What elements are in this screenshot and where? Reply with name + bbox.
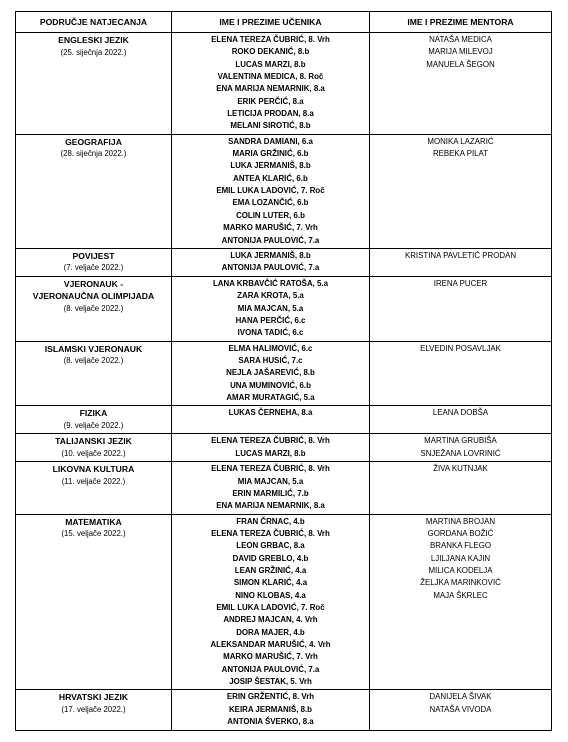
mentor-name: BRANKA FLEGO [430,541,491,551]
mentors-cell [370,514,552,690]
subject-cell [16,248,172,276]
subject-name: FIZIKA [79,408,108,419]
competition-date: (15. veljače 2022.) [61,529,126,539]
student-name: UNA MUMINOVIĆ, 6.b [230,380,311,390]
student-name: SANDRA DAMIANI, 6.a [228,136,313,146]
mentor-name: ELVEDIN POSAVLJAK [420,343,501,353]
mentor-name: NATAŠA MEDICA [429,35,492,44]
table-row [16,690,552,730]
student-name: ANTONIJA PAULOVIĆ, 7.a [221,235,320,245]
mentor-name: NATAŠA VIVODA [429,704,492,714]
table-row [16,514,552,690]
subject-name: VJERONAUK - [63,278,124,289]
student-name: DAVID GREBLO, 4.b [232,553,309,563]
table-row [16,276,552,341]
students-cell [172,134,370,248]
student-name: LANA KRBAVČIĆ RATOŠA, 5.a [212,278,328,288]
student-name: ROKO DEKANIĆ, 8.b [231,47,310,57]
student-name: ANTONIA ŠVERKO, 8.a [227,717,314,727]
subject-name: ISLAMSKI VJERONAUK [44,343,143,354]
competition-date: (9. veljače 2022.) [63,420,124,430]
header-row [16,12,552,33]
subject-name: TALIJANSKI JEZIK [55,436,132,447]
mentor-name: DANIJELA ŠIVAK [429,692,492,702]
mentors-cell [370,134,552,248]
table-row [16,434,552,462]
student-name: ERIN GRŽENTIĆ, 8. Vrh [226,692,315,702]
competition-date: (8. veljače 2022.) [63,356,124,366]
student-name: ANTONIJA PAULOVIĆ, 7.a [221,664,320,674]
subject-name: ENGLESKI JEZIK [58,35,129,45]
mentor-name: GORDANA BOŽIĆ [427,529,494,538]
mentors-cell [370,462,552,514]
students-cell [172,406,370,434]
mentor-name: MARTINA GRUBIŠA [424,436,497,446]
students-cell [172,434,370,462]
competition-date: (28. siječnja 2022.) [60,149,127,159]
students-cell [172,33,370,135]
student-name: VALENTINA MEDICA, 8. Roč [217,72,324,82]
student-name: ANDREJ MAJCAN, 4. Vrh [223,615,318,625]
student-name: JOSIP ŠESTAK, 5. Vrh [229,677,312,687]
student-name: LETICIJA PRODAN, 8.a [227,109,314,119]
mentor-name: MARIJA MILEVOJ [428,47,493,57]
mentors-cell [370,248,552,276]
student-name: MARKO MARUŠIĆ, 7. Vrh [223,652,318,662]
students-cell [172,462,370,514]
student-name: NEJLA JAŠAREVIĆ, 8.b [226,368,315,378]
table-row [16,462,552,514]
student-name: IVONA TADIĆ, 6.c [237,328,304,338]
subject-name: LIKOVNA KULTURA [52,464,135,475]
student-name: KEIRA JERMANIŠ, 8.b [228,704,312,714]
competition-date: (11. veljače 2022.) [61,476,126,486]
subject-cell [16,514,172,690]
mentor-name: IRENA PUCER [433,278,488,288]
students-cell [172,514,370,690]
student-name: ELENA TEREZA ČUBRIĆ, 8. Vrh [211,35,330,44]
student-name: ANTONIJA PAULOVIĆ, 7.a [221,263,320,273]
subject-name: VJERONAUČNA OLIMPIJADA [32,291,155,302]
student-name: ELENA TEREZA ČUBRIĆ, 8. Vrh [211,436,330,446]
student-name: ERIK PERČIĆ, 8.a [237,96,304,106]
competition-date: (25. siječnja 2022.) [60,47,127,57]
student-name: MIA MAJCAN, 5.a [237,303,304,313]
student-name: HANA PERČIĆ, 6.c [235,315,306,325]
subject-cell [16,690,172,730]
competitions-table [15,11,552,731]
student-name: LUKAS ČERNEHA, 8.a [228,408,313,418]
subject-name: HRVATSKI JEZIK [58,692,129,703]
student-name: EMA LOZANČIĆ, 6.b [232,198,309,208]
mentor-name: LEANA DOBŠA [432,408,489,418]
student-name: AMAR MURATAGIĆ, 5.a [226,392,315,402]
subject-name: MATEMATIKA [65,516,122,527]
table-row [16,406,552,434]
subject-cell [16,406,172,434]
student-name: LUCAS MARZI, 8.b [235,59,306,69]
competition-date: (10. veljače 2022.) [61,448,126,458]
mentor-name: MANUELA ŠEGON [426,59,495,69]
mentor-name: SNJEŽANA LOVRINIĆ [420,448,501,458]
student-name: MELANI SIROTIĆ, 8.b [230,121,311,131]
competition-date: (8. veljače 2022.) [63,303,124,313]
mentor-name: MONIKA LAZARIĆ [427,136,494,146]
header-student: IME I PREZIME UČENIKA [172,12,370,33]
student-name: EMIL LUKA LADOVIĆ, 7. Roč [216,186,325,196]
subject-name: POVIJEST [72,250,115,261]
mentor-name: LJILJANA KAJIN [430,553,491,563]
student-name: MIA MAJCAN, 5.a [237,476,304,486]
student-name: MARKO MARUŠIĆ, 7. Vrh [223,223,318,233]
student-name: ZARA KROTA, 5.a [237,291,304,301]
header-area: PODRUČJE NATJECANJA [16,12,172,33]
students-cell [172,276,370,341]
mentor-name: REBEKA PILAT [432,149,489,159]
mentors-cell [370,33,552,135]
student-name: SARA HUSIĆ, 7.c [238,355,303,365]
student-name: ANTEA KLARIĆ, 6.b [233,173,308,183]
table-row [16,341,552,406]
subject-cell [16,134,172,248]
student-name: LEON GRBAC, 8.a [236,541,305,551]
student-name: LEAN GRŽINIĆ, 4.a [234,566,307,576]
student-name: SIMON KLARIĆ, 4.a [233,578,308,588]
student-name: LUKA JERMANIŠ, 8.b [230,250,311,260]
mentors-cell [370,690,552,730]
mentors-cell [370,406,552,434]
mentor-name: KRISTINA PAVLETIĆ PRODAN [404,250,517,260]
students-cell [172,248,370,276]
subject-cell [16,276,172,341]
header-mentor: IME I PREZIME MENTORA [370,12,552,33]
student-name: DORA MAJER, 4.b [236,627,305,637]
student-name: NINO KLOBAS, 4.a [235,590,306,600]
subject-name: GEOGRAFIJA [65,136,122,147]
mentor-name: MARTINA BROJAN [425,516,496,526]
student-name: LUCAS MARZI, 8.b [235,448,306,458]
students-cell [172,341,370,406]
student-name: FRAN ČRNAC, 4.b [236,516,305,526]
student-name: ELMA HALIMOVIĆ, 6.c [228,343,313,353]
table-row [16,248,552,276]
mentor-name: ŽELJKA MARINKOVIĆ [420,578,501,588]
subject-cell [16,341,172,406]
student-name: ALEKSANDAR MARUŠIĆ, 4. Vrh [210,640,331,650]
table-row [16,134,552,248]
subject-cell [16,462,172,514]
student-name: EMIL LUKA LADOVIĆ, 7. Roč [216,603,325,613]
student-name: LUKA JERMANIŠ, 8.b [230,161,311,171]
student-name: ELENA TEREZA ČUBRIĆ, 8. Vrh [211,464,330,474]
subject-cell [16,434,172,462]
mentors-cell [370,434,552,462]
student-name: ENA MARIJA NEMARNIK, 8.a [216,84,325,94]
table-row [16,33,552,135]
student-name: ERIN MARMILIĆ, 7.b [232,488,309,498]
mentor-name: MILICA KODELJA [428,566,493,576]
student-name: ELENA TEREZA ČUBRIĆ, 8. Vrh [211,529,330,538]
mentor-name: ŽIVA KUTNJAK [433,464,488,474]
student-name: COLIN LUTER, 6.b [236,210,305,220]
mentors-cell [370,341,552,406]
students-cell [172,690,370,730]
competition-date: (17. veljače 2022.) [61,704,126,714]
student-name: ENA MARIJA NEMARNIK, 8.a [216,501,325,511]
mentor-name: MAJA ŠKRLEC [433,590,488,600]
student-name: MARIA GRŽINIĆ, 6.b [232,149,309,159]
mentors-cell [370,276,552,341]
subject-cell [16,33,172,135]
competition-date: (7. veljače 2022.) [63,263,124,273]
